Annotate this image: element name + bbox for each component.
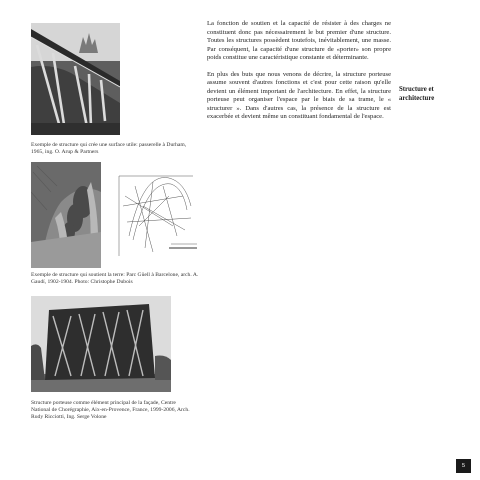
body-paragraph-1: La fonction de soutien et la capacité de résister à des charges ne constituent donc pas nécessairement le but premier d'une structure. Toutes les structures possèdent toutefois, inévitablement, une masse. Par conséquent, la capacité d'une structure de «porter» son propre poids constitue une caractéristique constante et déterminante. <box>207 20 391 61</box>
parc-guell-photo <box>31 162 101 268</box>
parc-guell-caption: Exemple de structure qui soutient la terre: Parc Güell à Barcelone, arch. A. Gaudí, 1902-1904. Photo: Christophe Dubois <box>31 272 199 286</box>
body-paragraph-2: En plus des buts que nous venons de décrire, la structure porteuse assume souvent d'autres fonctions et c'est pour cette raison qu'elle devient un élément important de l'architecture. En effet, la structure porteuse peut organiser l'espace par le biais de sa trame, le « structurer ». Dans d'autres cas, la présence de la structure est exacerbée et devient même un constituant fondamental de l'espace. <box>207 70 391 120</box>
body-text <box>207 20 391 130</box>
page-number: 5 <box>456 459 471 473</box>
choreographic-center-caption: Structure porteuse comme élément principal de la façade, Centre National de Chorégraphie, Aix-en-Provence, France, 1999-2006, Arch. Rudy Ricciotti, Ing. Serge Volone <box>31 400 190 421</box>
section-side-title: Structure et architecture <box>399 86 435 102</box>
durham-caption: Exemple de structure qui crée une surface utile: passerelle à Durham, 1965, ing. O. Arup & Partners <box>31 142 187 156</box>
choreographic-center-photo <box>31 296 171 392</box>
gaudi-structural-sketch <box>113 166 199 264</box>
durham-footbridge-photo <box>31 23 120 135</box>
